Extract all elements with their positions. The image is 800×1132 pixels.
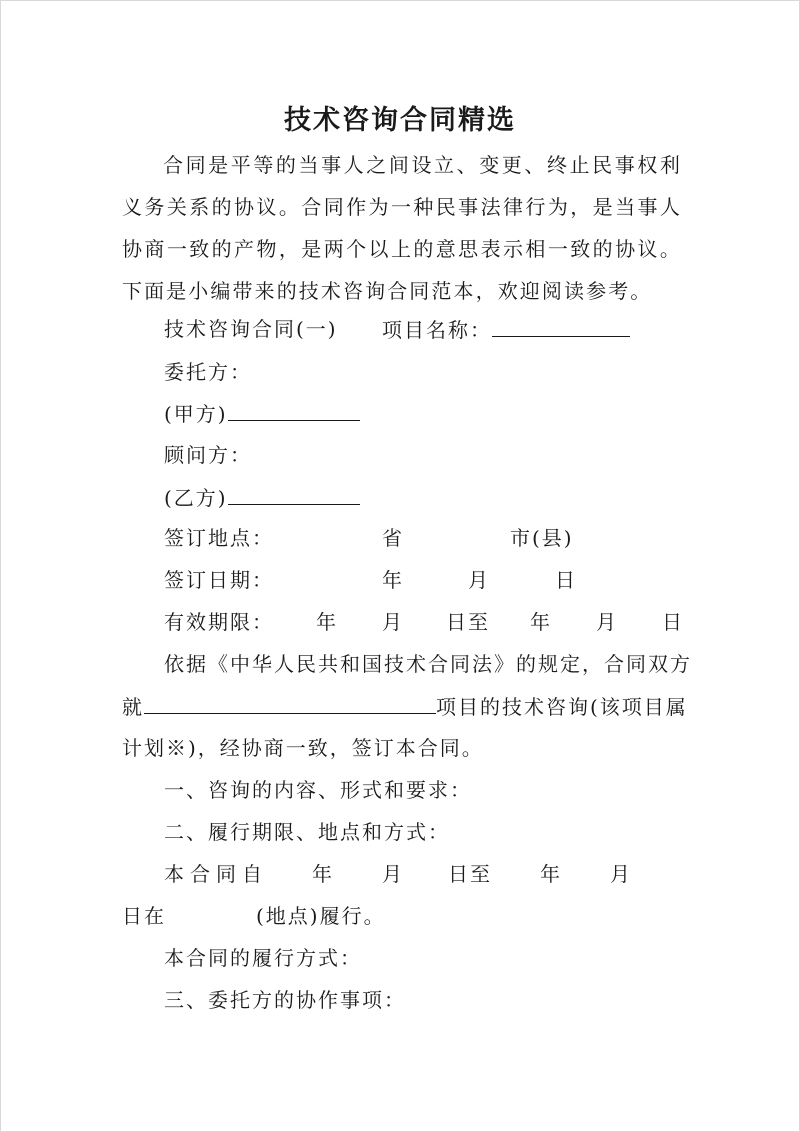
perform-month-1: 月 — [382, 862, 404, 886]
section-3-heading: 三、委托方的协作事项： — [164, 988, 406, 1012]
basis-line-3: 计划※)，经协商一致，签订本合同。 — [122, 736, 484, 760]
perform-method: 本合同的履行方式： — [164, 946, 362, 970]
sign-place-label: 签订地点： — [164, 526, 274, 550]
party-b-blank[interactable] — [228, 482, 360, 505]
perform-month-2: 月 — [610, 862, 632, 886]
section-2-heading: 二、履行期限、地点和方式： — [164, 820, 450, 844]
perform-day-to: 日至 — [448, 862, 492, 886]
consultant-label: 顾问方： — [164, 443, 252, 467]
perform-year-1: 年 — [312, 862, 334, 886]
contract-heading: 技术咨询合同(一) — [164, 317, 338, 341]
party-a-blank[interactable] — [228, 398, 360, 421]
validity-month-1: 月 — [382, 610, 404, 634]
validity-day-to: 日至 — [446, 610, 490, 634]
validity-year-1: 年 — [316, 610, 338, 634]
party-a-line — [164, 398, 360, 428]
validity-year-2: 年 — [530, 610, 552, 634]
intro-paragraph: 合同是平等的当事人之间设立、变更、终止民事权利义务关系的协议。合同作为一种民事法律行为，是当事人协商一致的产物，是两个以上的意思表示相一致的协议。下面是小编带来的技术咨询合同范本，欢迎阅读参考。 — [122, 153, 682, 303]
basis-line-1: 依据《中华人民共和国技术合同法》的规定，合同双方 — [164, 652, 692, 676]
party-b-line — [164, 482, 360, 512]
project-blank[interactable] — [144, 691, 436, 714]
perform-year-2: 年 — [540, 862, 562, 886]
client-label: 委托方： — [164, 360, 252, 384]
city-label: 市(县) — [510, 526, 574, 550]
basis-jiu: 就 — [122, 695, 144, 719]
basis-line-2 — [122, 691, 688, 721]
project-name-line — [382, 314, 630, 344]
validity-label: 有效期限： — [164, 610, 274, 634]
sign-date-label: 签订日期： — [164, 568, 274, 592]
province-label: 省 — [382, 526, 404, 550]
sign-month: 月 — [468, 568, 490, 592]
project-name-blank[interactable] — [492, 314, 630, 337]
contract-heading-line — [164, 314, 338, 344]
validity-month-2: 月 — [596, 610, 618, 634]
contract-from-label: 本合同自 — [164, 862, 268, 886]
project-name-label: 项目名称： — [382, 318, 492, 342]
sign-day: 日 — [555, 568, 577, 592]
section-1-heading: 一、咨询的内容、形式和要求： — [164, 778, 472, 802]
perform-day-at: 日在 — [122, 904, 166, 928]
basis-line-2-tail: 项目的技术咨询(该项目属 — [436, 695, 688, 719]
perform-location: (地点)履行。 — [256, 904, 386, 928]
document-title: 技术咨询合同精选 — [284, 105, 516, 136]
party-b-label: (乙方) — [164, 486, 228, 510]
validity-day-2: 日 — [662, 610, 684, 634]
party-a-label: (甲方) — [164, 402, 228, 426]
sign-year: 年 — [382, 568, 404, 592]
